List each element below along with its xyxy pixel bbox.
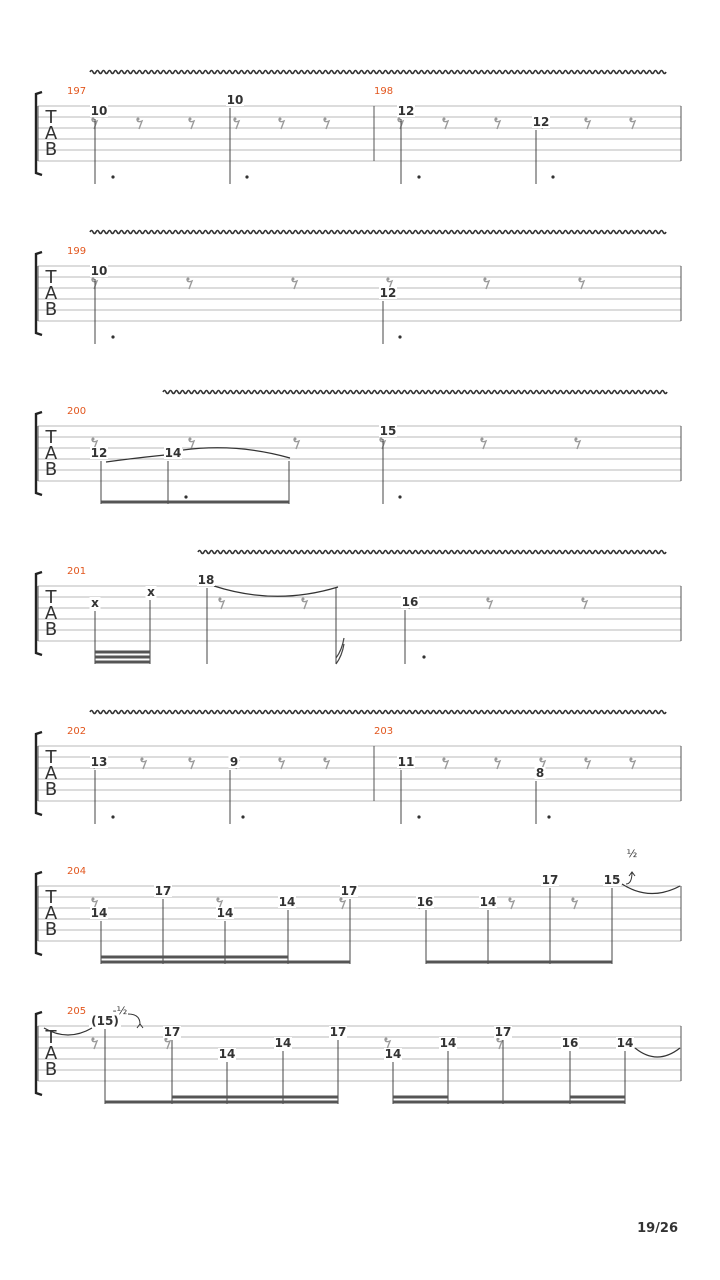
rest-dot [385,1038,388,1041]
rest-symbol [481,438,487,450]
rest-symbol [189,438,195,450]
rest-dot [484,278,487,281]
rest-symbol [380,438,386,450]
fret-number: 14 [278,895,296,909]
rhythm-dot [422,655,425,658]
rest-symbol [165,1038,171,1050]
rest-dot [92,898,95,901]
rest-symbol [582,598,588,610]
rest-symbol [487,598,493,610]
rest-dot [572,898,575,901]
tab-clef-letter: A [44,123,58,144]
rhythm-dot [551,175,554,178]
note-beam [101,956,288,959]
rest-dot [575,438,578,441]
rest-symbol [324,118,330,130]
rest-symbol [302,598,308,610]
fret-number: 14 [164,446,182,460]
tab-clef-letter: A [44,283,58,304]
note-beam [95,656,150,659]
tab-system [36,391,681,505]
rest-dot [219,598,222,601]
fret-number: 11 [397,755,415,769]
rest-dot [443,118,446,121]
rest-symbol [630,118,636,130]
measure-number: 197 [67,86,87,97]
fret-number: 14 [274,1036,292,1050]
rest-symbol [585,758,591,770]
rest-symbol [575,438,581,450]
rest-symbol [279,118,285,130]
slur [183,448,290,458]
fret-number: 8 [535,766,545,780]
rest-symbol [585,118,591,130]
measure-number: 200 [67,406,87,417]
note-beam [101,961,350,964]
tab-clef-letter: B [44,919,58,940]
fret-number: 17 [329,1025,347,1039]
fret-number: 15 [603,873,621,887]
vibrato-line [90,71,666,74]
fret-number: 10 [226,93,244,107]
fret-number: 16 [401,595,419,609]
note-beam [105,1101,338,1104]
fret-number: 14 [90,906,108,920]
system-bracket [36,1012,42,1095]
fret-number: 16 [561,1036,579,1050]
rest-symbol [189,758,195,770]
tab-clef-letter: B [44,779,58,800]
rest-dot [187,278,190,281]
tab-clef-letter: B [44,139,58,160]
tab-clef-letter: T [45,427,57,448]
fret-number: 14 [479,895,497,909]
rest-dot [630,758,633,761]
note-beam [95,651,150,654]
rest-dot [481,438,484,441]
rest-symbol [340,898,346,910]
fret-number: 13 [90,755,108,769]
tab-clef-letter: T [45,747,57,768]
rest-symbol [509,898,515,910]
system-bracket [36,872,42,955]
slur [214,586,338,596]
rest-symbol [187,278,193,290]
rest-symbol [324,758,330,770]
rhythm-dot [111,175,114,178]
rest-symbol [137,118,143,130]
rest-symbol [443,118,449,130]
slur [635,1048,680,1057]
measure-number: 202 [67,726,87,737]
rhythm-dot [417,815,420,818]
tab-system [36,711,681,825]
slur [622,884,680,894]
rest-dot [234,118,237,121]
fret-number: 14 [616,1036,634,1050]
rest-symbol [443,758,449,770]
tab-clef-letter: T [45,587,57,608]
tab-clef-letter: B [44,299,58,320]
rest-dot [582,598,585,601]
fret-number: 17 [340,884,358,898]
rest-dot [189,758,192,761]
system-bracket [36,732,42,815]
rest-dot [294,438,297,441]
system-bracket [36,412,42,495]
vibrato-line [198,551,666,554]
rest-symbol [495,758,501,770]
rest-dot [509,898,512,901]
note-beam [393,1101,625,1104]
bend-label: ½ [626,847,638,860]
rhythm-dot [398,495,401,498]
rest-dot [279,758,282,761]
fret-number: 17 [494,1025,512,1039]
note-beam [393,1096,448,1099]
rest-symbol [572,898,578,910]
tab-clef-letter: A [44,903,58,924]
rhythm-dot [241,815,244,818]
rest-dot [217,898,220,901]
rest-dot [279,118,282,121]
tab-clef-letter: B [44,459,58,480]
rest-dot [585,758,588,761]
rest-symbol [292,278,298,290]
rest-symbol [279,758,285,770]
fret-number: 12 [532,115,550,129]
measure-number: 205 [67,1006,87,1017]
vibrato-line [163,391,667,394]
system-bracket [36,572,42,655]
fret-number: x [91,596,99,610]
tab-system [36,71,681,185]
fret-number: 17 [541,873,559,887]
rest-symbol [189,118,195,130]
rest-dot [92,438,95,441]
fret-number: 12 [90,446,108,460]
fret-number: 14 [218,1047,236,1061]
rest-symbol [484,278,490,290]
rest-symbol [92,1038,98,1050]
rhythm-dot [398,335,401,338]
measure-number: 203 [374,726,394,737]
rest-dot [292,278,295,281]
note-beam [172,1096,338,1099]
fret-number: 14 [439,1036,457,1050]
rhythm-dot [245,175,248,178]
note-beam [95,661,150,664]
rest-dot [585,118,588,121]
tab-clef-letter: B [44,619,58,640]
note-beam [426,961,612,964]
fret-number: 14 [216,906,234,920]
fret-number: 18 [197,573,215,587]
tab-system [36,231,681,345]
rest-dot [540,758,543,761]
rest-dot [487,598,490,601]
rest-dot [387,278,390,281]
note-flag [336,638,344,664]
system-bracket [36,92,42,175]
tab-clef-letter: A [44,1043,58,1064]
rhythm-dot [111,335,114,338]
bend-arrow [128,1014,140,1024]
rest-symbol [495,118,501,130]
tab-system [36,551,681,665]
rest-dot [324,758,327,761]
rest-dot [579,278,582,281]
vibrato-line [90,231,666,234]
fret-number: 14 [384,1047,402,1061]
rest-symbol [234,118,240,130]
rest-dot [92,1038,95,1041]
system-bracket [36,252,42,335]
rest-dot [189,438,192,441]
measure-number: 199 [67,246,87,257]
rest-dot [495,758,498,761]
fret-number: 17 [154,884,172,898]
tab-clef-letter: T [45,887,57,908]
fret-number: 10 [90,264,108,278]
rest-dot [495,118,498,121]
rest-symbol [294,438,300,450]
rest-dot [324,118,327,121]
measure-number: 198 [374,86,394,97]
fret-number: 12 [397,104,415,118]
rest-symbol [92,118,98,130]
rest-dot [137,118,140,121]
rest-dot [443,758,446,761]
tab-clef-letter: A [44,603,58,624]
tab-clef-letter: T [45,107,57,128]
rhythm-dot [184,495,187,498]
fret-number: 12 [379,286,397,300]
fret-number: x [147,585,155,599]
tab-clef-letter: A [44,763,58,784]
tab-clef-letter: T [45,1027,57,1048]
rest-dot [141,758,144,761]
rest-dot [302,598,305,601]
fret-number: 16 [416,895,434,909]
rest-dot [630,118,633,121]
page-number: 19/26 [637,1221,678,1236]
vibrato-line [90,711,666,714]
rest-symbol [497,1038,503,1050]
note-beam [101,501,289,504]
note-beam [570,1096,625,1099]
bend-label: -½ [112,1004,128,1017]
fret-number: 15 [379,424,397,438]
tab-clef-letter: T [45,267,57,288]
tab-system [36,847,681,964]
rhythm-dot [417,175,420,178]
tab-clef-letter: A [44,443,58,464]
fret-number: (15) [91,1014,119,1028]
fret-number: 17 [163,1025,181,1039]
rhythm-dot [547,815,550,818]
measure-number: 204 [67,866,87,877]
rhythm-dot [111,815,114,818]
fret-number: 9 [229,755,239,769]
fret-number: 10 [90,104,108,118]
rest-dot [189,118,192,121]
rest-symbol [141,758,147,770]
rest-symbol [92,278,98,290]
measure-number: 201 [67,566,87,577]
rest-symbol [630,758,636,770]
rest-symbol [219,598,225,610]
tab-clef-letter: B [44,1059,58,1080]
rest-symbol [398,118,404,130]
tab-system [36,1004,681,1104]
rest-symbol [579,278,585,290]
